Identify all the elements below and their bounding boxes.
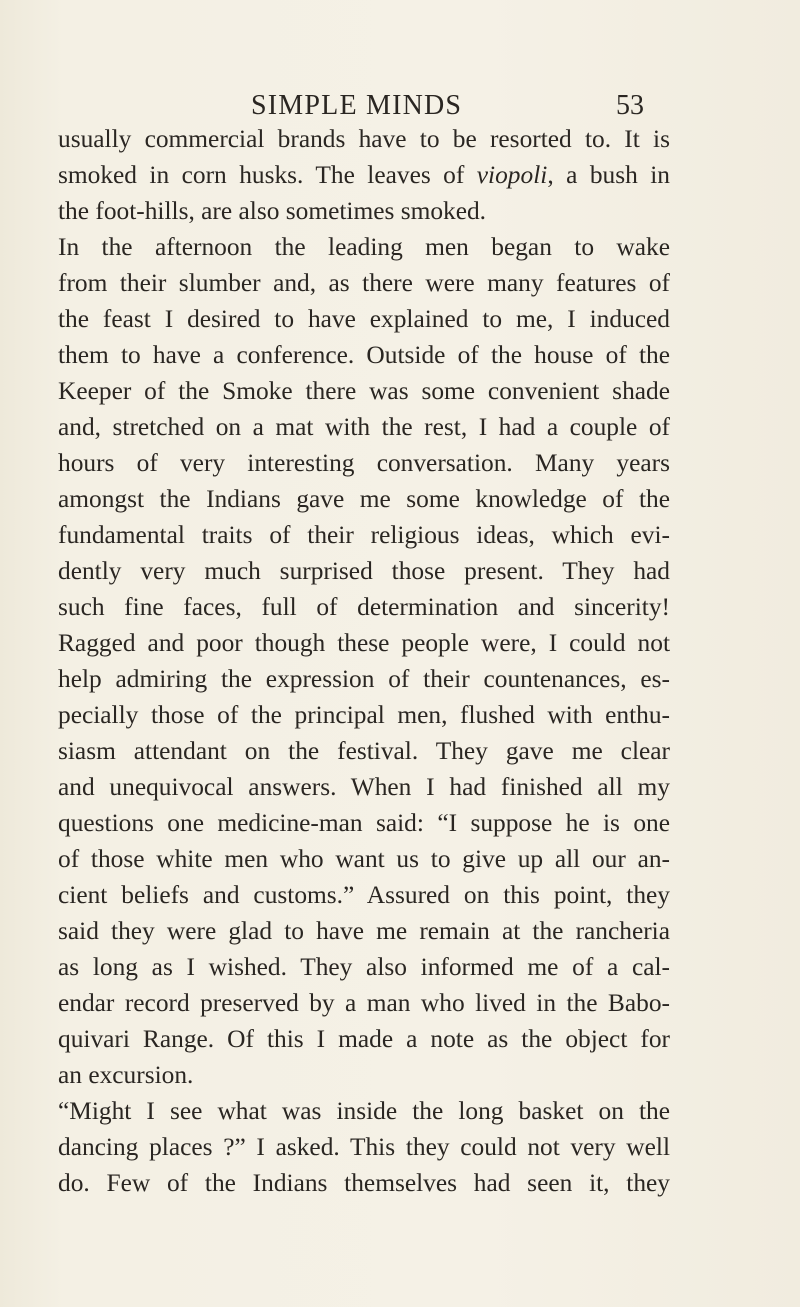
page-number: 53 (616, 90, 644, 121)
text-line: the feast I desired to have explained to me, I induced (58, 305, 670, 333)
text-line-start: smoked in corn husks. The leaves of (58, 161, 477, 189)
text-line: of those white men who want us to give up all our an- (58, 845, 670, 873)
text-line-end: , a bush in (547, 161, 670, 189)
text-line: the foot-hills, are also sometimes smoked. (58, 197, 487, 225)
running-head (0, 86, 800, 126)
text-line: hours of very interesting conversation. Many years (58, 449, 670, 477)
body-text (58, 121, 670, 1201)
text-line: said they were glad to have me remain at the rancheria (58, 917, 670, 945)
text-line: an excursion. (58, 1061, 194, 1089)
text-line: and, stretched on a mat with the rest, I had a couple of (58, 413, 670, 441)
text-line: dently very much surprised those present. They had (58, 557, 670, 585)
text-line: dancing places ?” I asked. This they could not very well (58, 1133, 670, 1161)
running-title: SIMPLE MINDS (251, 90, 463, 121)
text-line: such fine faces, full of determination and sincerity! (58, 593, 670, 621)
text-line: and unequivocal answers. When I had finished all my (58, 773, 670, 801)
text-line: siasm attendant on the festival. They gave me clear (58, 737, 670, 765)
text-line: Ragged and poor though these people were, I could not (58, 629, 670, 657)
text-line: cient beliefs and customs.” Assured on this point, they (58, 881, 670, 909)
text-line: as long as I wished. They also informed me of a cal- (58, 953, 670, 981)
text-line: from their slumber and, as there were many features of (58, 269, 670, 297)
text-line: quivari Range. Of this I made a note as the object for (58, 1025, 670, 1053)
text-line: Keeper of the Smoke there was some convenient shade (58, 377, 670, 405)
text-line: questions one medicine-man said: “I suppose he is one (58, 809, 670, 837)
italic-word: viopoli (476, 161, 548, 189)
text-line: usually commercial brands have to be resorted to. It is (58, 125, 670, 153)
text-line: amongst the Indians gave me some knowledge of the (58, 485, 670, 513)
paragraph-first-line: “Might I see what was inside the long basket on the (58, 1097, 670, 1125)
text-line (58, 157, 670, 193)
text-line: endar record preserved by a man who lived in the Babo- (58, 989, 670, 1017)
text-line: do. Few of the Indians themselves had seen it, they (58, 1169, 670, 1197)
text-line: help admiring the expression of their countenances, es- (58, 665, 670, 693)
text-line: fundamental traits of their religious ideas, which evi- (58, 521, 670, 549)
paragraph-first-line: In the afternoon the leading men began to wake (58, 233, 670, 261)
text-line: them to have a conference. Outside of the house of the (58, 341, 670, 369)
text-line: pecially those of the principal men, flushed with enthu- (58, 701, 670, 729)
